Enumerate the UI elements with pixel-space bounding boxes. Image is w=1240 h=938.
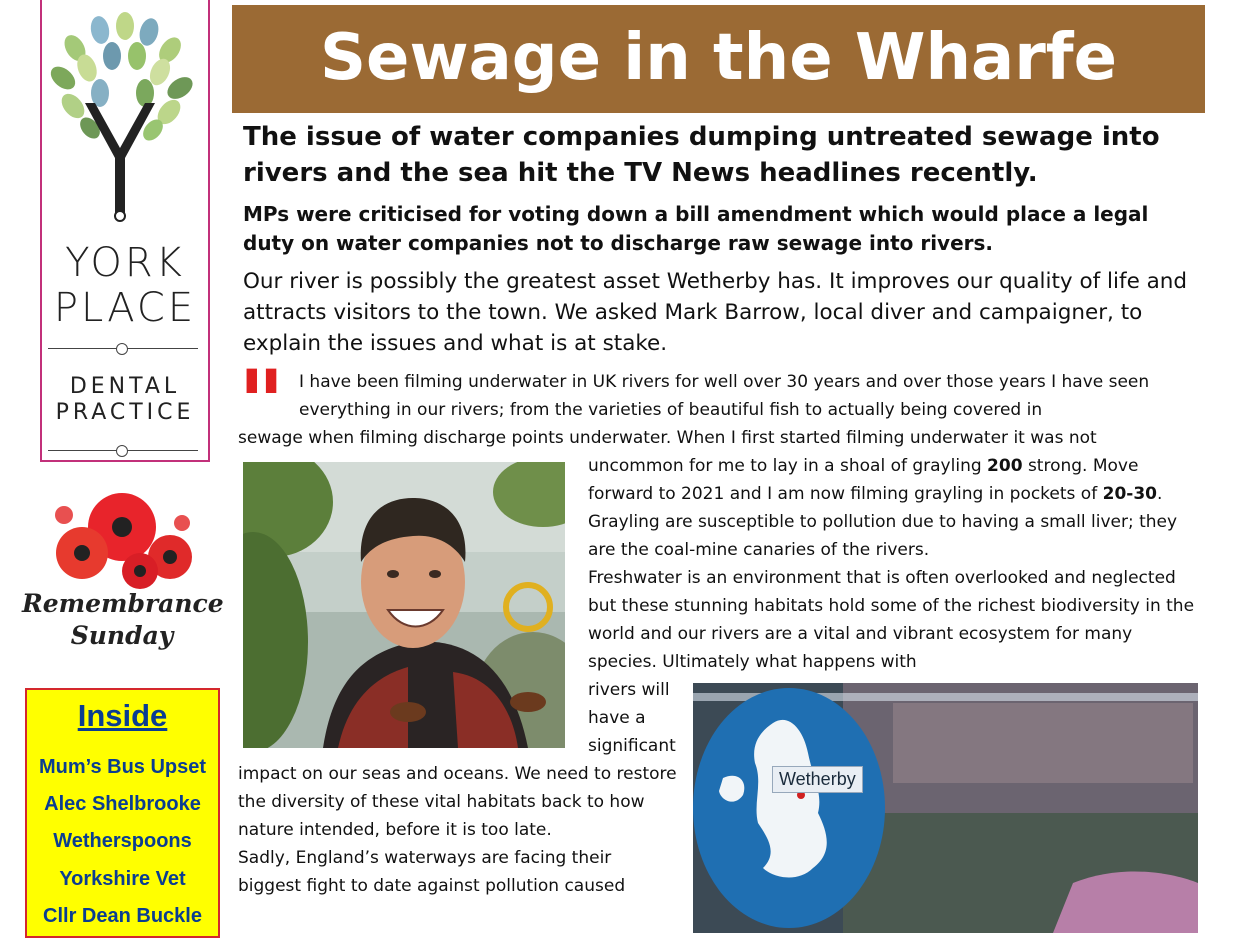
body-text-run: impact on our seas and oceans. We need to restore the diversity of these vital habitats back to how nature intended, before it is too late. [238,764,677,840]
map-location-label: Wetherby [772,766,863,793]
bold-figure: 20-30 [1102,484,1157,504]
body-paragraph: sewage when filming discharge points underwater. When I first started filming underwater it was not [238,428,1097,448]
ad-divider-dot [116,343,128,355]
body-paragraph: I have been filming underwater in UK rivers for well over 30 years and over those years I have seen everything in our rivers; from the varieties of beautiful fish to actually being covered in [299,372,1150,420]
lead-paragraph: The issue of water companies dumping untreated sewage into rivers and the sea hit the TV News headlines recently. [243,122,1160,188]
inside-item[interactable]: Yorkshire Vet [59,868,186,890]
tree-logo-icon [45,8,195,223]
inside-item[interactable]: Mum’s Bus Upset [38,756,207,778]
news-map-photo [693,683,1198,933]
body-text-run: strong. Move forward to 2021 and I am now filming grayling in pockets of [588,456,1139,504]
subhead-paragraph: MPs were criticised for voting down a bill amendment which would place a legal duty on water companies not to discharge raw sewage into rivers. [243,202,1149,255]
remembrance-line1: Remembrance [22,589,224,618]
body-paragraph: rivers will have a significant [588,680,676,756]
article-title: Sewage in the Wharfe [319,21,1118,95]
body-text-run: Freshwater is an environment that is often overlooked and neglected but these stunning habitats hold some of the richest biodiversity in the world and our rivers are a vital and vibrant ecosystem for many species. Ultimately what happens with [588,568,1195,672]
inside-item[interactable]: Alec Shelbrooke [44,793,201,815]
intro-paragraph: Our river is possibly the greatest asset Wetherby has. It improves our quality of life and attracts visitors to the town. We asked Mark Barrow, local diver and campaigner, to explain the issues and what is at stake. [243,269,1188,356]
body-paragraph [588,452,1198,676]
remembrance-sunday-logo [22,588,222,652]
inside-item[interactable]: Wetherspoons [53,830,192,852]
inside-item[interactable]: Cllr Dean Buckle [43,905,202,927]
ad-divider-dot [116,445,128,457]
ad-name-dental: DENTAL [69,374,181,399]
body-paragraph [238,760,678,900]
ad-name-practice: PRACTICE [55,400,195,425]
quote-mark-icon: " [238,350,285,456]
bold-figure: 200 [987,456,1023,476]
ad-name-york: YORK [65,240,185,286]
body-text-run: uncommon for me to lay in a shoal of grayling [588,456,988,476]
body-text-run: Sadly, England’s waterways are facing their biggest fight to date against pollution caused [238,848,626,896]
body-text-run: . Grayling are susceptible to pollution due to having a small liver; they are the coal-mine canaries of the rivers. [588,484,1178,560]
inside-title: Inside [77,698,168,733]
diver-photo [243,462,565,748]
remembrance-line2: Sunday [70,621,174,650]
ad-name-place: PLACE [53,285,197,331]
